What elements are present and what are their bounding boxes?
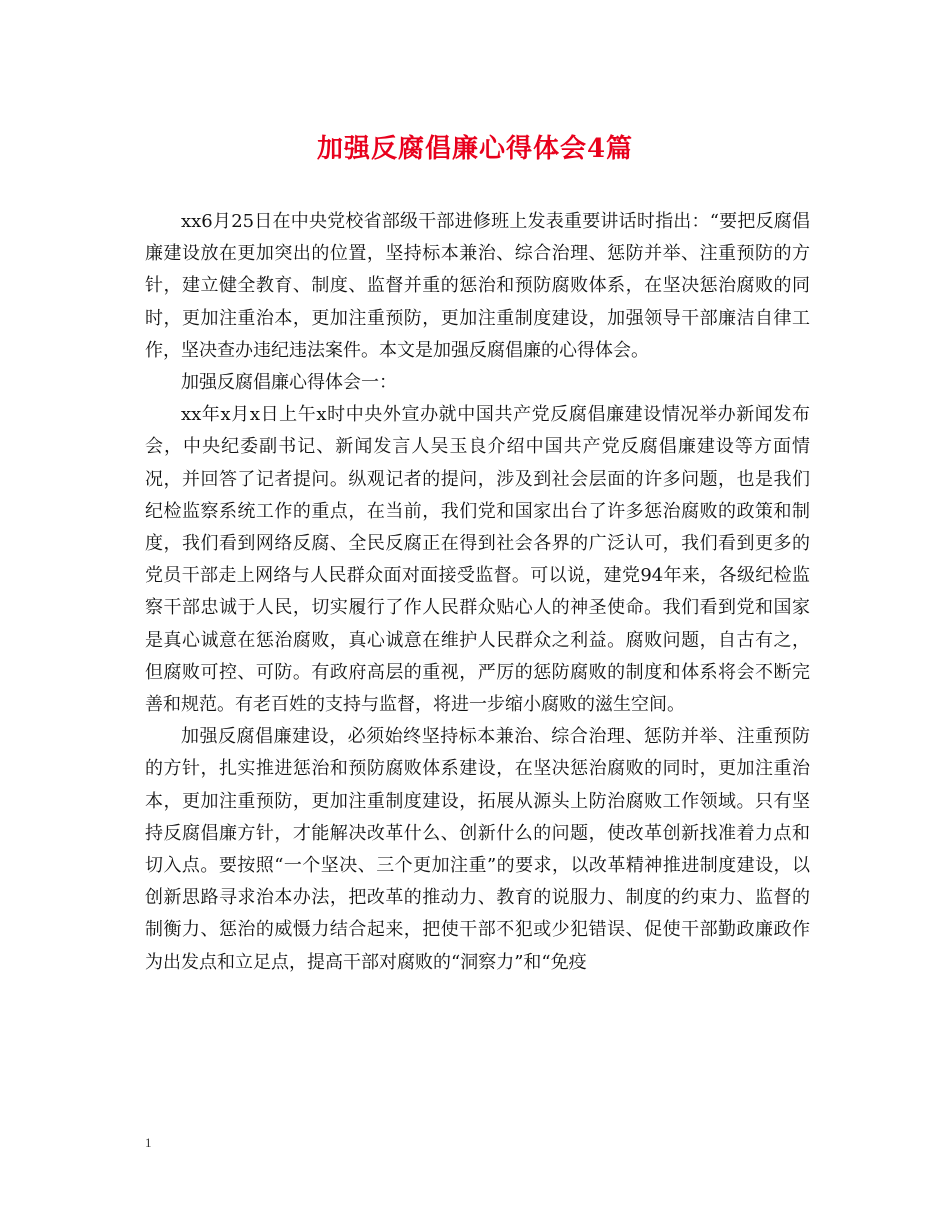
paragraph-press-conference: xx年x月x日上午x时中央外宣办就中国共产党反腐倡廉建设情况举办新闻发布会，中央纪委副书记、新闻发言人吴玉良介绍中国共产党反腐倡廉建设等方面情况，并回答了记者提问。纵观记者的提问，涉及到社会层面的许多问题，也是我们纪检监察系统工作的重点，在当前，我们党和国家出台了许多惩治腐败的政策和制度，我们看到网络反腐、全民反腐正在得到社会各界的广泛认可，我们看到更多的党员干部走上网络与人民群众面对面接受监督。可以说，建党94年来，各级纪检监察干部忠诚于人民，切实履行了作人民群众贴心人的神圣使命。我们看到党和国家是真心诚意在惩治腐败，真心诚意在维护人民群众之利益。腐败问题，自古有之，但腐败可控、可防。有政府高层的重视，严厉的惩防腐败的制度和体系将会不断完善和规范。有老百姓的支持与监督，将进一步缩小腐败的滋生空间。 xyxy=(145,404,810,716)
paragraph-strengthen-building: 加强反腐倡廉建设，必须始终坚持标本兼治、综合治理、惩防并举、注重预防的方针，扎实推进惩治和预防腐败体系建设，在坚决惩治腐败的同时，更加注重治本，更加注重预防，更加注重制度建设，拓展从源头上防治腐败工作领域。只有坚持反腐倡廉方针，才能解决改革什么、创新什么的问题，使改革创新找准着力点和切入点。要按照“一个坚决、三个更加注重”的要求，以改革精神推进制度建设，以创新思路寻求治本办法，把改革的推动力、教育的说服力、制度的约束力、监督的制衡力、惩治的威慑力结合起来，把使干部不犯或少犯错误、促使干部勤政廉政作为出发点和立足点，提高干部对腐败的“洞察力”和“免疫 xyxy=(145,726,810,973)
document-body xyxy=(145,206,810,979)
document-title: 加强反腐倡廉心得体会4篇 xyxy=(316,134,634,164)
paragraph-intro: xx6月25日在中央党校省部级干部进修班上发表重要讲话时指出：“要把反腐倡廉建设放在更加突出的位置，坚持标本兼治、综合治理、惩防并举、注重预防的方针，建立健全教育、制度、监督并重的惩治和预防腐败体系，在坚决惩治腐败的同时，更加注重治本，更加注重预防，更加注重制度建设，加强领导干部廉洁自律工作，坚决查办违纪违法案件。本文是加强反腐倡廉的心得体会。 xyxy=(145,211,810,361)
section-heading-one: 加强反腐倡廉心得体会一： xyxy=(181,372,397,394)
page-number: 1 xyxy=(145,1135,152,1150)
